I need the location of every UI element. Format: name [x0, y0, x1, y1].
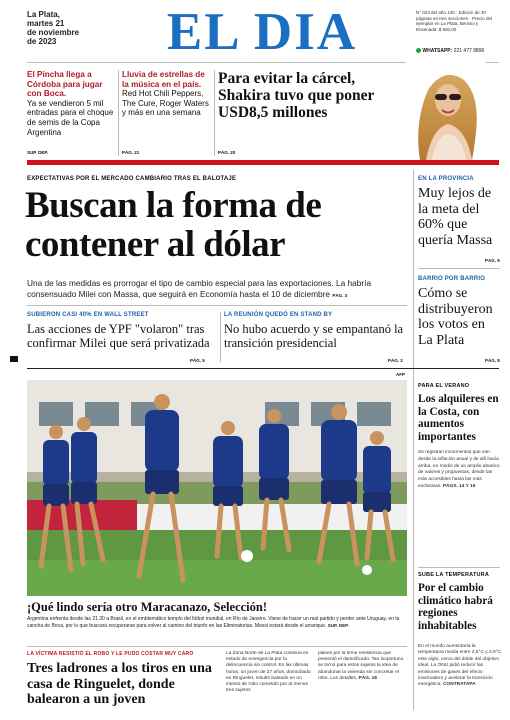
climate-body-text: En el mundo aumentaría la temperatura media entre 2,5°C y 2,9°C este siglo, cerca del doble del objetivo ideal. La ONU pidió reducir las emisiones de gases del efecto invernadero y acelerar la transición energética. — [418, 644, 502, 688]
teaser-divider-2 — [214, 70, 215, 156]
main-deck-page: PÁG. 3 — [332, 293, 348, 298]
ypf-headline: Las acciones de YPF "volaron" tras confirmar Milei que será privatizada — [27, 322, 210, 350]
date-line-2: de noviembre — [27, 28, 80, 37]
photo-caption-text: Argentina enfrenta desde las 21.30 a Brasil, en el emblemático templo del fútbol mundial, en Río de Janeiro. Viene de hacer un mal partido y perder ante Uruguay, en la cancha de Boca, por lo que buscará recuperarse para volver al camino del triunfo en las Eliminatorias. Messi estará desde el arranque. — [27, 616, 400, 629]
masthead-logo: EL DIA — [166, 3, 358, 61]
margin-marker — [10, 356, 18, 362]
crime-col-2 — [318, 651, 407, 713]
bottom-story-rule — [27, 646, 407, 647]
main-headline: Buscan la forma de contener al dólar — [25, 185, 322, 265]
teaser-music-headline: Lluvia de estrellas de la música en el país. — [122, 70, 205, 89]
climate-body — [418, 644, 502, 689]
right-rule-2 — [418, 567, 500, 568]
teaser-music-body: Red Hot Chili Peppers, The Cure, Roger Waters y más en una semana — [122, 89, 209, 118]
photo-headline: ¡Qué lindo sería otro Maracanazo, Selección! — [27, 600, 268, 614]
teaser-shakira-headline: Para evitar la cárcel, Shakira tuvo que poner USD8,5 millones — [218, 70, 375, 121]
main-deck — [27, 278, 407, 301]
teaser-sports — [27, 70, 115, 137]
crime-headline: Tres ladrones a los tiros en una casa de Ringuelet, donde balearon a un joven — [27, 661, 212, 707]
whatsapp-line — [416, 48, 501, 54]
barrio-headline: Cómo se distribuyeron los votos en La Plata — [418, 286, 493, 348]
whatsapp-number: 221 477 9896 — [453, 48, 485, 54]
rent-headline: Los alquileres en la Costa, con aumentos importantes — [418, 393, 499, 443]
red-band — [27, 160, 499, 165]
city-label: La Plata, — [27, 10, 60, 19]
rent-body-page: PÁGS. 14 Y 15 — [442, 483, 476, 489]
crime-kicker: LA VÍCTIMA RESISTIÓ EL ROBO Y LE PUDO COSTAR MUY CARO — [27, 651, 194, 657]
date-line-1: martes 21 — [27, 19, 65, 28]
shakira-photo — [406, 62, 486, 160]
teaser-sports-headline: El Pincha llega a Córdoba para jugar con Boca. — [27, 70, 103, 99]
rent-body-text: Se registran incrementos que van desde la inflación anual y de allí hacia arriba, en medio de un amplio abanico de valores y propuestas, desde las más accesibles hasta las más exclusivas. — [418, 450, 500, 489]
photo-caption — [27, 616, 407, 629]
transition-kicker: LA REUNIÓN QUEDÓ EN STAND BY — [224, 312, 333, 318]
masthead-date — [27, 10, 107, 46]
photo-caption-section: SUP. DEP. — [327, 622, 349, 628]
province-page: PÁG. 9 — [485, 258, 500, 263]
right-rule-1 — [418, 268, 500, 269]
province-kicker: EN LA PROVINCIA — [418, 176, 474, 182]
transition-headline: No hubo acuerdo y se empantanó la transición presidencial — [224, 322, 404, 350]
transition-page: PÁG. 2 — [388, 358, 403, 363]
crime-col-2-text: planes por la firme resistencia que presentó el damnificado. Tan inoportuno se tornó para estos sujetos la idea de abandonar la vivienda sin concretar el robo. Los detalles, — [318, 651, 404, 681]
rent-kicker: PARA EL VERANO — [418, 383, 470, 389]
crime-page: PÁG. 18 — [358, 675, 377, 681]
rent-body — [418, 450, 502, 491]
sub-divider — [220, 312, 221, 362]
ypf-kicker: SUBIERON CASI 40% EN WALL STREET — [27, 312, 149, 318]
right-column-divider — [413, 170, 414, 710]
date-line-3: de 2023 — [27, 37, 57, 46]
barrio-kicker: BARRIO POR BARRIO — [418, 276, 486, 282]
main-sub-rule — [27, 305, 407, 306]
whatsapp-icon — [416, 48, 421, 53]
barrio-page: PÁG. 8 — [485, 358, 500, 363]
climate-kicker: SUBE LA TEMPERATURA — [418, 572, 490, 578]
teaser-shakira-page: PÁG. 20 — [218, 150, 236, 155]
crime-col-1: La Zona Norte de La Plata continúa en estado de emergencia por la delincuencia sin control. En las últimas horas, un joven de 27 años, domiciliado en Ringuelet, resultó baleado en un intento de robo cometido por al menos tres sujetos — [226, 651, 311, 694]
photo-credit: AFP — [396, 372, 405, 377]
teaser-sports-page: SUP. DEP. — [27, 150, 49, 155]
climate-body-page: CONTRATAPA — [443, 682, 476, 688]
province-headline: Muy lejos de la meta del 60% que quería Massa — [418, 186, 493, 248]
main-kicker: EXPECTATIVAS POR EL MERCADO CAMBIARIO TRAS EL BALOTAJE — [27, 176, 237, 182]
whatsapp-label: WHATSAPP: — [422, 48, 453, 54]
photo-top-rule — [27, 368, 499, 369]
teaser-music-page: PÁG. 21 — [122, 150, 140, 155]
ypf-page: PÁG. 5 — [190, 358, 205, 363]
selection-training-photo — [27, 380, 407, 596]
teaser-sports-body: Ya se vendieron 5 mil entradas para el choque de semis de la Copa Argentina — [27, 98, 114, 137]
climate-headline: Por el cambio climático habrá regiones inhabitables — [418, 582, 493, 632]
main-deck-text: Una de las medidas es prorrogar el tipo de cambio especial para las exportaciones. La habría consensuado Milei con Massa, que seguirá en Economía hasta el 10 de diciembre — [27, 278, 372, 299]
teaser-divider-1 — [118, 70, 119, 156]
teaser-music — [122, 70, 210, 118]
masthead-info: N° 023 del año 130 · Edición de 40 páginas en tres secciones · Precio del ejemplar en La Plata, Berisso y Ensenada: $ 600,00 — [416, 10, 493, 32]
